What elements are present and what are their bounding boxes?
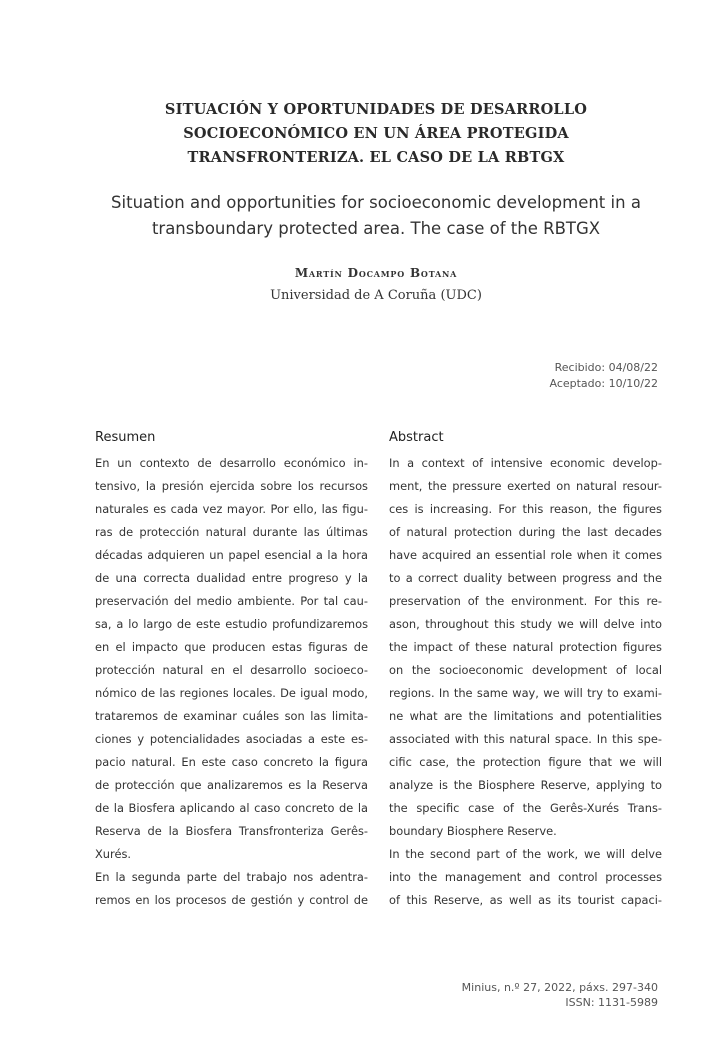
resumen-line: protección natural en el desarrollo socioeco- xyxy=(95,663,368,677)
resumen-line: Xurés. xyxy=(95,847,132,861)
resumen-line: pacio natural. En este caso concreto la figura xyxy=(95,755,368,769)
title-english-line: Situation and opportunities for socioeconomic development in a xyxy=(111,193,641,212)
abstract-line: ne what are the limitations and potentialities xyxy=(389,709,662,723)
resumen-line: de protección que analizaremos es la Reserva xyxy=(95,778,368,792)
title-spanish xyxy=(100,98,652,170)
resumen-line: en el impacto que producen estas figuras de xyxy=(95,640,368,654)
abstract-line: In a context of intensive economic develop- xyxy=(389,456,662,470)
abstract-line: the specific case of the Gerês-Xurés Trans- xyxy=(389,801,662,815)
abstract-line: associated with this natural space. In this spe- xyxy=(389,732,662,746)
page-footer xyxy=(462,980,658,1010)
abstract-line: regions. In the same way, we will try to exami- xyxy=(389,686,662,700)
resumen-line: En la segunda parte del trabajo nos adentra- xyxy=(95,870,368,884)
abstract-line: of natural protection during the last decades xyxy=(389,525,662,539)
resumen-line: trataremos de examinar cuáles son las limita- xyxy=(95,709,368,723)
resumen-line: de una correcta dualidad entre progreso y la xyxy=(95,571,368,585)
author-affiliation: Universidad de A Coruña (UDC) xyxy=(270,288,482,303)
abstract-line: In the second part of the work, we will delve xyxy=(389,847,662,861)
abstract-line: to a correct duality between progress and the xyxy=(389,571,662,585)
resumen-line: Reserva de la Biosfera Transfronteriza Gerês- xyxy=(95,824,368,838)
abstract-line: ment, the pressure exerted on natural resour- xyxy=(389,479,662,493)
abstract-line: into the management and control processes xyxy=(389,870,662,884)
resumen-line: ciones y potencialidades asociadas a este es- xyxy=(95,732,368,746)
abstract-line: ces is increasing. For this reason, the figures xyxy=(389,502,662,516)
abstract-line: cific case, the protection figure that we will xyxy=(389,755,662,769)
title-english xyxy=(80,190,672,242)
journal-citation: Minius, n.º 27, 2022, páxs. 297-340 xyxy=(461,981,658,994)
abstract-line: on the socioeconomic development of local xyxy=(389,663,662,677)
resumen-text xyxy=(95,452,368,912)
abstract-heading: Abstract xyxy=(389,430,444,445)
abstract-line: boundary Biosphere Reserve. xyxy=(389,824,557,838)
resumen-line: naturales es cada vez mayor. Por ello, las figu- xyxy=(95,502,368,516)
abstract-line: have acquired an essential role when it comes xyxy=(389,548,662,562)
abstract-text xyxy=(389,452,662,912)
abstract-line: analyze is the Biosphere Reserve, applying to xyxy=(389,778,662,792)
resumen-line: de la Biosfera aplicando al caso concreto de la xyxy=(95,801,368,815)
abstract-column xyxy=(389,428,662,912)
submission-dates xyxy=(549,360,658,392)
abstract-line: of this Reserve, as well as its tourist capaci- xyxy=(389,893,662,907)
title-spanish-line: TRANSFRONTERIZA. EL CASO DE LA RBTGX xyxy=(187,149,565,166)
resumen-line: remos en los procesos de gestión y control de xyxy=(95,893,368,907)
author-name: Martín Docampo Botana xyxy=(294,266,458,280)
received-date: Recibido: 04/08/22 xyxy=(554,361,658,374)
issn: ISSN: 1131-5989 xyxy=(565,996,658,1009)
accepted-date: Aceptado: 10/10/22 xyxy=(549,377,658,390)
resumen-line: preservación del medio ambiente. Por tal cau- xyxy=(95,594,368,608)
abstract-line: the impact of these natural protection figures xyxy=(389,640,662,654)
resumen-line: tensivo, la presión ejercida sobre los recursos xyxy=(95,479,368,493)
abstract-line: ason, throughout this study we will delve into xyxy=(389,617,662,631)
resumen-line: ras de protección natural durante las últimas xyxy=(95,525,368,539)
abstract-line: preservation of the environment. For this re- xyxy=(389,594,662,608)
resumen-line: nómico de las regiones locales. De igual modo, xyxy=(95,686,368,700)
resumen-column xyxy=(95,428,368,912)
title-spanish-line: SITUACIÓN Y OPORTUNIDADES DE DESARROLLO xyxy=(164,101,588,118)
resumen-line: sa, a lo largo de este estudio profundizaremos xyxy=(95,617,368,631)
resumen-line: En un contexto de desarrollo económico in- xyxy=(95,456,368,470)
resumen-heading: Resumen xyxy=(95,430,156,445)
title-english-line: transboundary protected area. The case of the RBTGX xyxy=(151,219,601,238)
resumen-line: décadas adquieren un papel esencial a la hora xyxy=(95,548,368,562)
title-spanish-line: SOCIOECONÓMICO EN UN ÁREA PROTEGIDA xyxy=(183,125,569,142)
